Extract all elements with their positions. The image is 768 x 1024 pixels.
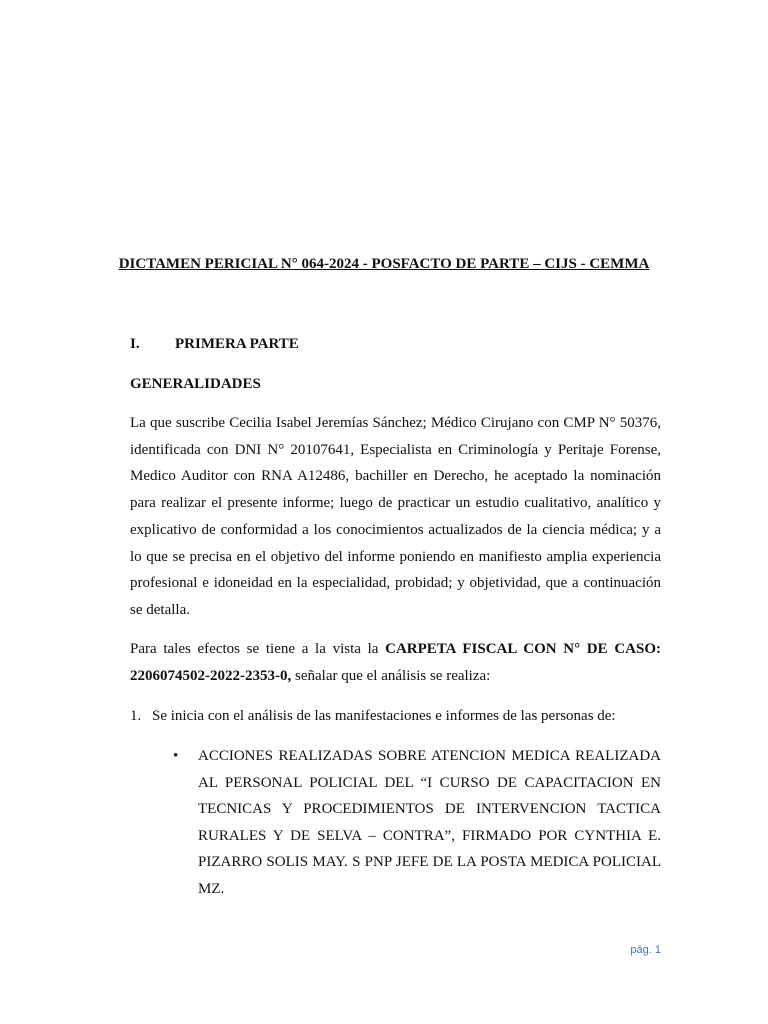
page-number: pág. 1: [630, 944, 661, 956]
paragraph-case-file: [130, 636, 661, 689]
paragraph-introduction: La que suscribe Cecilia Isabel Jeremías Sánchez; Médico Cirujano con CMP N° 50376, identificada con DNI N° 20107641, Especialista en Criminología y Peritaje Forense, Medico Auditor con RNA A12486, bachiller en Derecho, he aceptado la nominación para realizar el presente informe; luego de practicar un estudio cualitativo, analítico y explicativo de conformidad a los conocimientos actualizados de la ciencia médica; y a lo que se precisa en el objetivo del informe poniendo en manifiesto amplia experiencia profesional e idoneidad en la especialidad, probidad; y objetividad, que a continuación se detalla.: [130, 415, 661, 618]
case-number: CARPETA FISCAL CON N° DE CASO: 2206074502-2022-2353-0,: [130, 641, 661, 684]
subheading-generalidades: GENERALIDADES: [130, 376, 261, 392]
bullet-text: ACCIONES REALIZADAS SOBRE ATENCION MEDICA REALIZADA AL PERSONAL POLICIAL DEL “I CURSO DE CAPACITACION EN TECNICAS Y PROCEDIMIENTOS DE INTERVENCION TACTICA RURALES Y DE SELVA – CONTRA”, FIRMADO POR CYNTHIA E. PIZARRO SOLIS MAY. S PNP JEFE DE LA POSTA MEDICA POLICIAL MZ.: [198, 748, 661, 897]
numbered-item-number: 1.: [130, 708, 142, 724]
numbered-item-text: Se inicia con el análisis de las manifestaciones e informes de las personas de:: [152, 708, 616, 724]
document-title: DICTAMEN PERICIAL N° 064-2024 - POSFACTO DE PARTE – CIJS - CEMMA: [118, 256, 650, 272]
paragraph-case-tail: señalar que el análisis se realiza:: [291, 667, 491, 684]
numbered-item: [130, 703, 616, 729]
bullet-list-item: [173, 743, 661, 903]
section-heading: [130, 336, 299, 353]
bullet-icon: •: [173, 748, 179, 764]
section-number: I.: [130, 336, 140, 352]
paragraph-case-lead: Para tales efectos se tiene a la vista la: [130, 641, 386, 657]
section-title: PRIMERA PARTE: [175, 336, 299, 352]
